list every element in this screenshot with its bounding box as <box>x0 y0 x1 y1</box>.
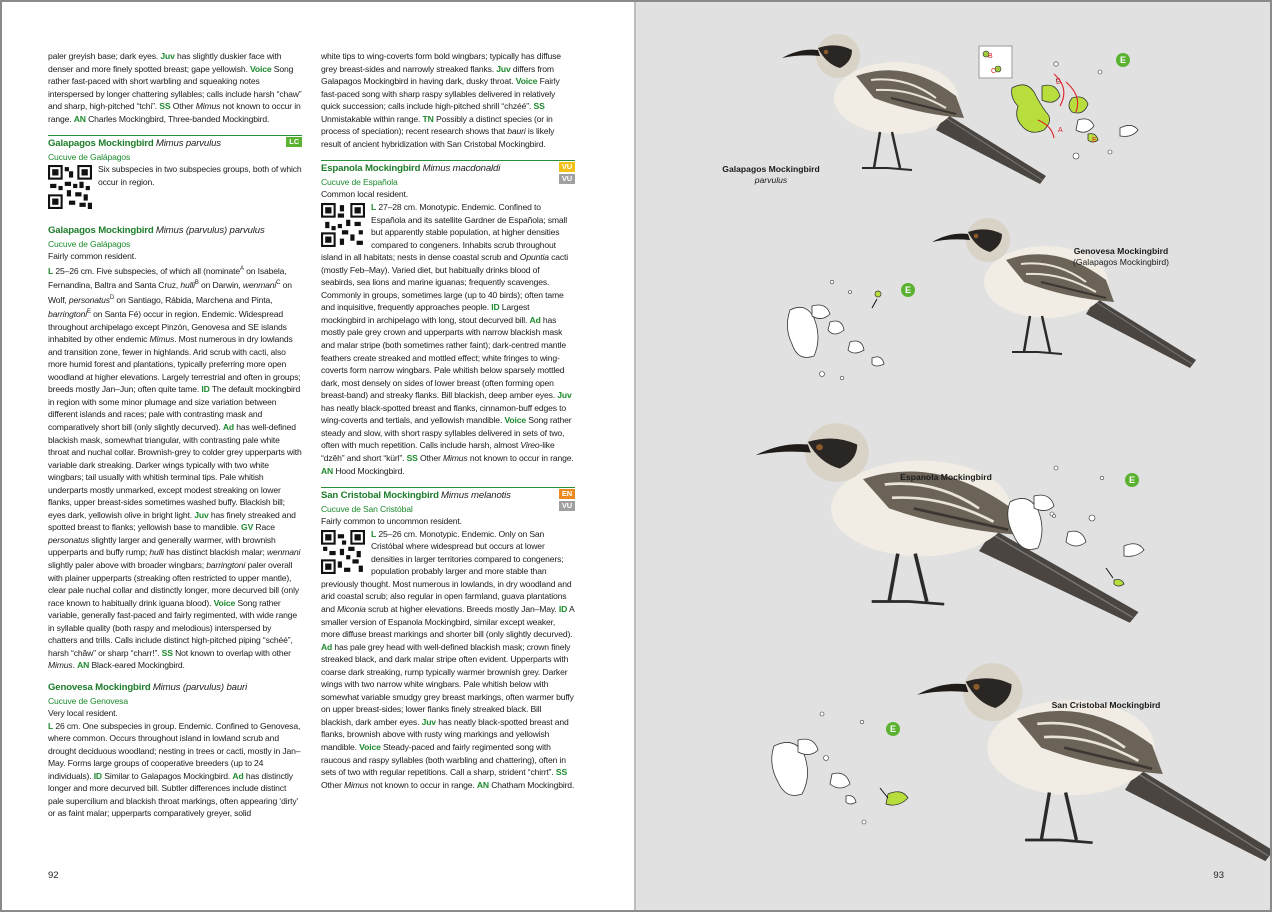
bird-label-san-cristobal: San Cristobal Mockingbird <box>1051 700 1161 710</box>
endemic-badge: E <box>886 722 900 736</box>
bauri-continued: white tips to wing-coverts form bold wingbars; typically has diffuse grey breast-sides and narrowly streaked flanks. Juv differs from Galapagos Mockingbird in having dark, dusky throat. Voice Fairly fast-paced song with sharp raspy syllables delivered in relatively quick succession; calls include high-pitched shrill “chzéé”. SS Unmistakable within range. TN Possibly a distinct species (or in process of speciation); recent research shows that bauri is likely result of ancient hybridization with San Cristobal Mockingbird. <box>321 51 561 149</box>
range-map-genovesa <box>787 280 884 380</box>
alt-name: Cucuve de San Cristóbal <box>321 503 413 514</box>
map-label-c: C <box>991 68 997 75</box>
status-text: Fairly common resident. <box>48 251 137 262</box>
map-label-d: D <box>1056 79 1062 86</box>
qr-code-icon[interactable] <box>48 165 92 209</box>
left-page <box>2 2 634 910</box>
book-spread <box>2 2 1270 910</box>
bird-label-galapagos: Galapagos Mockingbird parvulus <box>722 164 820 185</box>
species-summary <box>48 163 302 211</box>
page-number-left: 92 <box>48 870 59 881</box>
right-page-plate <box>636 2 1270 910</box>
status-badge-en: EN <box>559 489 575 499</box>
bird-label-espanola: Espanola Mockingbird <box>900 472 992 482</box>
species-summary-text: Six subspecies in two subspecies groups, both of which occur in region. <box>98 164 302 187</box>
map-label-b: B <box>988 53 993 60</box>
qr-code-icon[interactable] <box>321 530 365 574</box>
endemic-badge: E <box>901 283 915 297</box>
status-text: Fairly common to uncommon resident. <box>321 516 462 527</box>
endemic-badge: E <box>1125 473 1139 487</box>
subspecies-header-parvulus: Galapagos Mockingbird Mimus (parvulus) parvulus <box>48 225 265 237</box>
bird-san-cristobal <box>917 663 1270 861</box>
status-badge-lc: LC <box>286 137 302 147</box>
range-map-galapagos <box>979 46 1138 159</box>
endemic-badge: E <box>1116 53 1130 67</box>
subspecies-header-bauri: Genovesa Mockingbird Mimus (parvulus) bauri <box>48 681 248 693</box>
status-text: Common local resident. <box>321 189 408 200</box>
bird-genovesa <box>932 218 1196 368</box>
san-cristobal-account: L 25–26 cm. Monotypic. Endemic. Only on San Cristóbal where widespread but occurs at lower densities in larger territories compared to congeners; population probably larger and more stable than previously thought. Most numerous in lowlands, in dry woodland and arid coastal scrub; also regular in open farmland, guava plantations and Miconia scrub at higher elevations. Breeds mostly Jan–May. ID A smaller version of Espanola Mockingbird, similar except weaker, more diffuse breast markings and shorter bill (only slightly decurved). Ad has pale grey head with well-defined blackish mask; crown finely streaked black, and dark malar stripe often evident. Upperparts with coarse dark streaking, rump typically warmer brownish grey. Darker wings with two narrow white wingbars. Pale whitish below with somewhat variable smudgy grey breast markings, often warmer buffy on upper breast-sides; lower flanks finely streaked black. Bill blackish, dark amber eyes. Juv has neatly black-spotted breast and flanks, brownish above with rusty wing markings and yellowish mandible. Voice Steady-paced and fairly regimented song with raucous and raspy syllables (both warbling and chattering), often in sets of two with regular repetitions. Call a sharp, strident “chirrt”. SS Other Mimus not known to occur in range. AN Chatham Mockingbird. <box>321 528 575 790</box>
bird-espanola <box>756 423 1139 623</box>
status-text: Very local resident. <box>48 708 118 719</box>
status-badge-vu: VU <box>559 162 575 172</box>
alt-name: Cucuve de Galápagos <box>48 151 131 162</box>
map-label-e: E <box>1092 137 1097 144</box>
text-column-1 <box>48 50 302 820</box>
bird-label-genovesa: Genovesa Mockingbird (Galapagos Mockingbird) <box>1072 246 1169 267</box>
alt-name: Cucuve de Genovesa <box>48 695 128 706</box>
species-header-san-cristobal: San Cristobal Mockingbird Mimus melanotis EN VU <box>321 487 575 503</box>
map-label-a: A <box>1058 127 1063 134</box>
status-badge-regional: VU <box>559 174 575 184</box>
bauri-account: L 26 cm. One subspecies in group. Endemic. Confined to Genovesa, where common. Occurs throughout island in lowland scrub and drought deciduous woodland; nesting in trees or cacti, mostly in Jan–May. Forms large groups of cooperative breeders (up to 24 individuals). ID Similar to Galapagos Mockingbird. Ad has distinctly longer and more decurved bill. Subtler differences include distinct pale supercilium and blackish throat markings, often appearing ‘dirty’ or as faint malar; upperparts comparatively greyer, solid <box>48 720 301 819</box>
species-header-espanola: Espanola Mockingbird Mimus macdonaldi VU VU <box>321 160 575 176</box>
text-column-2 <box>321 50 575 791</box>
parvulus-account: L 25–26 cm. Five subspecies, of which all (nominate$^A$ on Isabela, Fernandina, Baltra and Santa Cruz, hulli$^B$ on Darwin, wenmani$^C$ on Wolf, personatus$^D$ on Santiago, Rábida, Marchena and Pinta, barringtoni$^E$ on Santa Fé) occur in region. Endemic. Widespread throughout archipelago except Pinzón, Genovesa and SE islands inhabited by other endemic Mimus. Most numerous in dry lowlands and transition zone, fewer in highlands. Arid scrub with cacti, also more humid forest and plantations, typically preferring more open woodland at higher elevations. Largely terrestrial and often in groups; breeds mostly Jan–Jun; often quite tame. ID The default mockingbird in region with some minor plumage and size variation between different islands and races; pale with contrasting mask and comparatively short bill (only slightly decurved). Ad has well-defined blackish mask, somewhat triangular, with contrasting pale white throat and nuchal collar. Brownish-grey to colder grey upperparts with variable dark streaking. Darker wings typically with two white wingbars; tail usually with whitish terminal tips. Pale whitish underparts mostly unmarked, except modest streaking on lower flanks, upper breast-sides sometimes washed buffy. Blackish bill; eyes dark, yellowish olive in bright light. Juv has finely streaked and spotted breast to flanks; yellowish base to mandible. GV Race personatus slightly larger and generally warmer, with brownish upperparts and buffy rump; hulli has distinct blackish malar; wenmani slightly paler above with broader wingbars; barringtoni paler overall with plainer upperparts (streaking often restricted to upper mantle), clear pale nuchal collar and distinctly longer, more decurved bill (only race known to habitually drink iguana blood). Voice Song rather variable, generally fast-paced and fairly regimented, with wide range in syllable quality (both raspy and melodious) interspersed by chatters and trills. Calls include distinct high-pitched piping “schéé”, harsh “chăw” or sharp “charr!”. SS Not known to overlap with other Mimus. AN Black-eared Mockingbird. <box>48 265 302 671</box>
page-number-right: 93 <box>1213 870 1224 881</box>
espanola-account: L 27–28 cm. Monotypic. Endemic. Confined to Española and its satellite Gardner de Española; small but apparently stable population, at higher densities compared to congeners. Inhabits scrub throughout island in all habitats; nests in dense coastal scrub and Opuntia cacti (mostly Feb–May). Varied diet, but habitually drinks blood of seabirds, sea lions and marine iguanas; frequently scavenges. Commonly in groups, sometimes large (up to 40 birds); often tame and inquisitive, frequently approaches people. ID Largest mockingbird in archipelago with long, stout decurved bill. Ad has mostly pale grey crown and upperparts with narrow blackish mask and malar stripe (both sometimes rather faint); dark-centred mantle feathers create streaked and mottled effect; white fringes to wing-coverts form narrow wingbars. Pale whitish below sparsely mottled dark, most densely on sides of lower breast (often forming open breast-band) and streaky flanks. Bill blackish, deep amber eyes. Juv has neatly black-spotted breast and flanks, cinnamon-buff edges to wing-coverts and tertials, and yellowish mandible. Voice Song rather steady and slow, with short raspy syllables delivered in sets of two, often with much repetition. Calls include harsh, almost Vireo-like “dzěh” and short “kürl”. SS Other Mimus not known to occur in range. AN Hood Mockingbird. <box>321 202 574 476</box>
species-header-galapagos: Galapagos Mockingbird Mimus parvulus LC <box>48 135 302 151</box>
plate-illustration <box>636 2 1270 910</box>
alt-name: Cucuve de Galápagos <box>48 238 131 249</box>
qr-code-icon[interactable] <box>321 203 365 247</box>
status-badge-regional: VU <box>559 501 575 511</box>
intro-paragraph: paler greyish base; dark eyes. Juv has slightly duskier face with denser and more finely spotted breast; gape yellowish. Voice Song rather fast-paced with short warbling and squeaking notes interspersed by longer chattering syllables; calls include harsh “chaw” and sharp, high-pitched “tchi”. SS Other Mimus not known to occur in range. AN Charles Mockingbird, Three-banded Mockingbird. <box>48 51 302 124</box>
alt-name: Cucuve de Española <box>321 176 398 187</box>
